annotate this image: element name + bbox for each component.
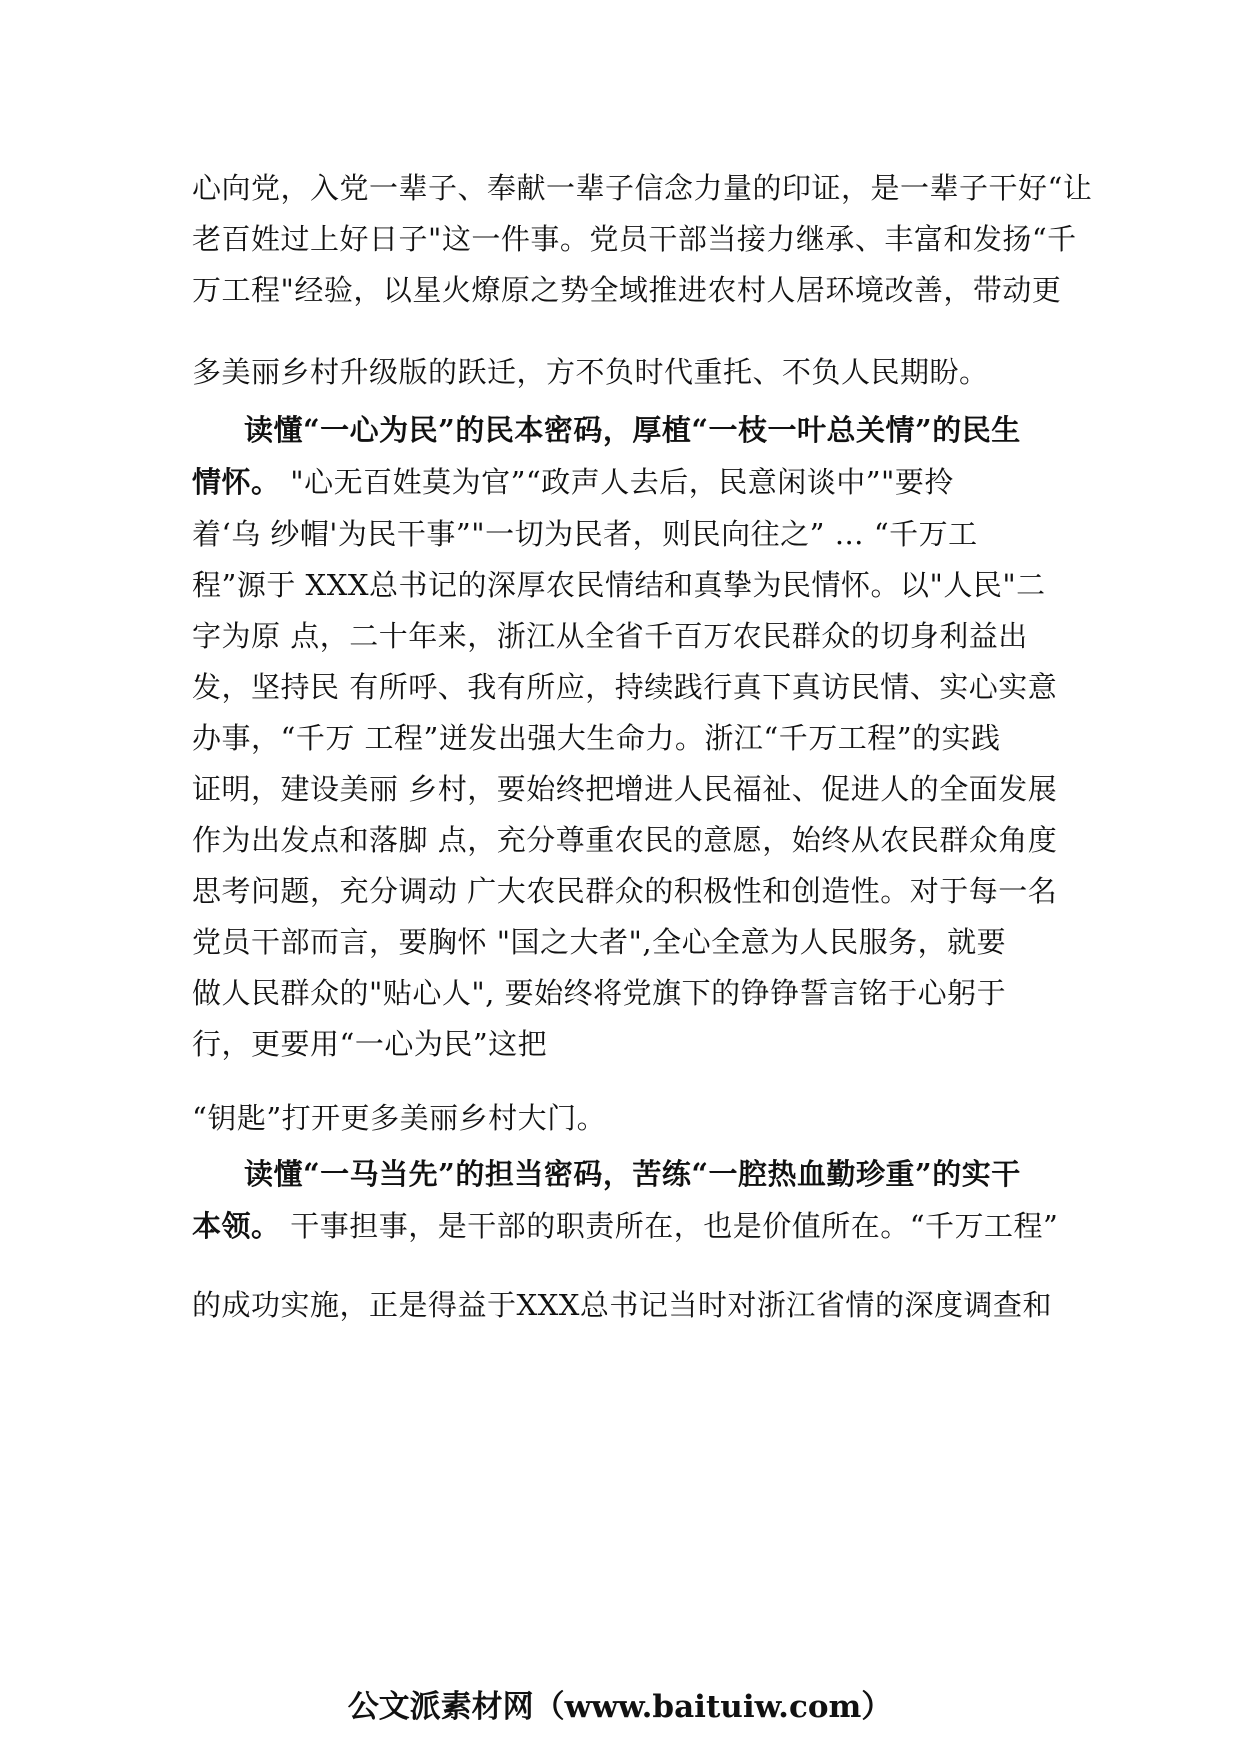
paragraph-line: 做人民群众的"贴心人", 要始终将党旗下的铮铮誓言铭于心躬于 (192, 976, 1007, 1010)
paragraph-line: 心向党，入党一辈子、奉献一辈子信念力量的印证，是一辈子干好“让 (192, 171, 1093, 205)
paragraph-line (192, 1206, 1072, 1246)
paragraph-line: 行，更要用“一心为民”这把 (192, 1027, 548, 1061)
paragraph-text: "心无百姓莫为官”“政声人去后，民意闲谈中”"要拎 (280, 465, 954, 499)
paragraph-line: 字为原 点，二十年来，浙江从全省千百万农民群众的切身利益出 (192, 619, 1028, 653)
paragraph-line: 作为出发点和落脚 点，充分尊重农民的意愿，始终从农民群众角度 (192, 823, 1058, 857)
paragraph-line: 的成功实施，正是得益于XXX总书记当时对浙江省情的深度调查和 (192, 1288, 1052, 1322)
paragraph-line: 办事，“千万 工程”迸发出强大生命力。浙江“千万工程”的实践 (192, 721, 1001, 755)
paragraph-line: 思考问题，充分调动 广大农民群众的积极性和创造性。对于每一名 (192, 874, 1058, 908)
paragraph-line: 证明，建设美丽 乡村，要始终把增进人民福祉、促进人的全面发展 (192, 772, 1058, 806)
paragraph-line: 多美丽乡村升级版的跃迁，方不负时代重托、不负人民期盼。 (192, 355, 989, 389)
paragraph-line: 程”源于 XXX总书记的深厚农民情结和真挚为民情怀。以"人民"二 (192, 568, 1046, 602)
section-heading-1: 读懂“一心为民”的民本密码，厚植“一枝一叶总关情”的民生 (244, 413, 1021, 447)
paragraph-line: 万工程"经验，以星火燎原之势全域推进农村人居环境改善，带动更 (192, 273, 1062, 307)
paragraph-line: 老百姓过上好日子"这一件事。党员干部当接力继承、丰富和发扬“千 (192, 222, 1077, 256)
paragraph-line: 发，坚持民 有所呼、我有所应，持续践行真下真访民情、实心实意 (192, 670, 1058, 704)
paragraph-line (192, 462, 1072, 502)
section-heading-2: 读懂“一马当先”的担当密码，苦练“一腔热血勤珍重”的实干 (244, 1157, 1021, 1191)
section-heading-2-end: 本领。 (192, 1209, 281, 1243)
paragraph-line: 党员干部而言，要胸怀 "国之大者",全心全意为人民服务，就要 (192, 925, 1007, 959)
paragraph-text: 干事担事，是干部的职责所在，也是价值所在。“千万工程” (280, 1209, 1059, 1243)
section-heading-1-end: 情怀。 (192, 465, 281, 499)
footer-watermark: 公文派素材网（www.baituiw.com） (347, 1689, 893, 1725)
paragraph-line: 着‘乌 纱帽'为民干事”"一切为民者，则民向往之” … “千万工 (192, 517, 978, 551)
paragraph-line: “钥匙”打开更多美丽乡村大门。 (192, 1101, 607, 1135)
